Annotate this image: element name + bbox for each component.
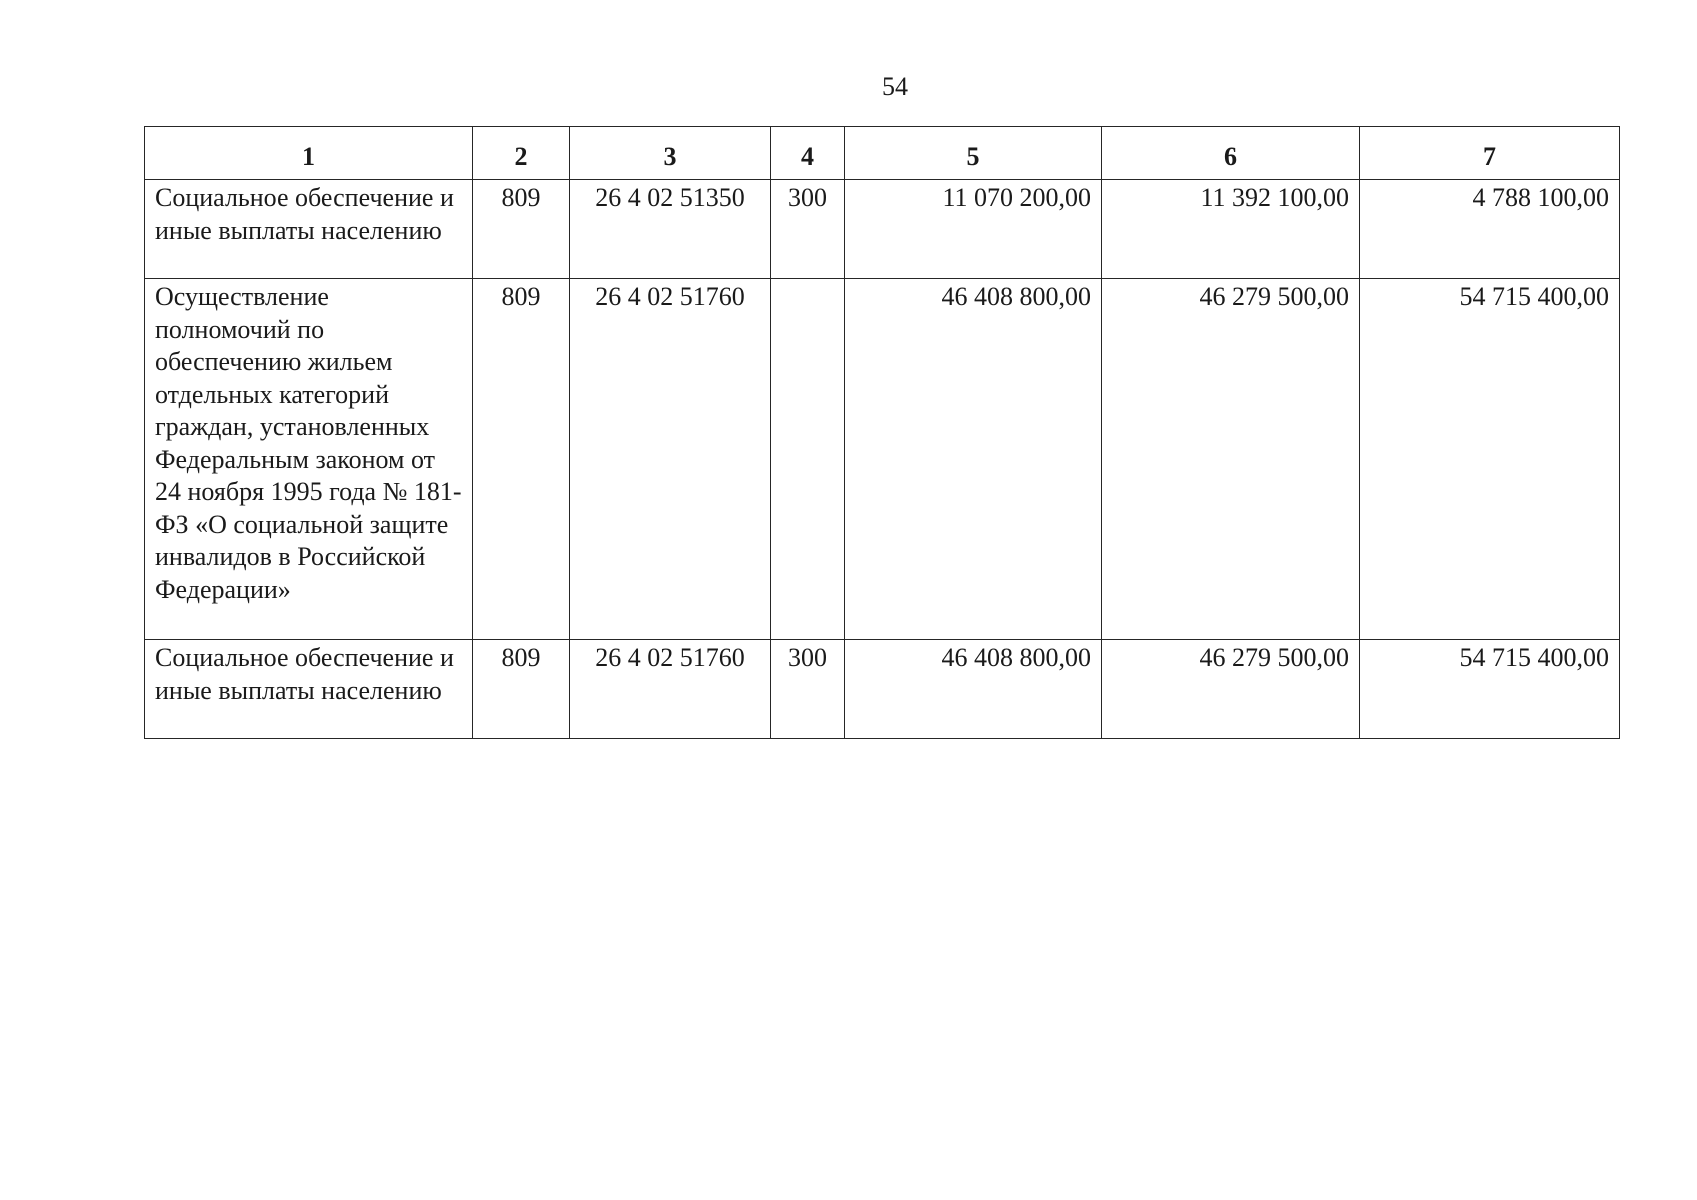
column-header-5: 5 xyxy=(845,127,1102,180)
amount-2-cell: 46 279 500,00 xyxy=(1102,279,1360,640)
target-article-cell: 26 4 02 51760 xyxy=(570,279,771,640)
ministry-code-cell: 809 xyxy=(473,279,570,640)
target-article-cell: 26 4 02 51760 xyxy=(570,640,771,739)
column-header-2: 2 xyxy=(473,127,570,180)
table-row xyxy=(145,640,1620,739)
amount-3-cell: 54 715 400,00 xyxy=(1360,640,1620,739)
amount-2-cell: 11 392 100,00 xyxy=(1102,180,1360,279)
page-number: 54 xyxy=(882,72,908,101)
column-header-1: 1 xyxy=(145,127,473,180)
ministry-code-cell: 809 xyxy=(473,180,570,279)
row-name-cell: Социальное обеспечение и иные выплаты населению xyxy=(145,180,473,279)
column-header-7: 7 xyxy=(1360,127,1620,180)
header-row xyxy=(145,127,1620,180)
amount-2-cell: 46 279 500,00 xyxy=(1102,640,1360,739)
amount-1-cell: 46 408 800,00 xyxy=(845,279,1102,640)
target-article-cell: 26 4 02 51350 xyxy=(570,180,771,279)
row-name-cell: Социальное обеспечение и иные выплаты населению xyxy=(145,640,473,739)
expense-type-cell: 300 xyxy=(771,180,845,279)
column-header-3: 3 xyxy=(570,127,771,180)
column-header-6: 6 xyxy=(1102,127,1360,180)
amount-1-cell: 11 070 200,00 xyxy=(845,180,1102,279)
column-header-4: 4 xyxy=(771,127,845,180)
table-row xyxy=(145,180,1620,279)
amount-3-cell: 54 715 400,00 xyxy=(1360,279,1620,640)
budget-table xyxy=(144,126,1620,739)
expense-type-cell: 300 xyxy=(771,640,845,739)
table-row xyxy=(145,279,1620,640)
ministry-code-cell: 809 xyxy=(473,640,570,739)
row-name-cell: Осуществление полномочий по обеспечению жильем отдельных категорий граждан, установленных Федеральным законом от 24 ноября 1995 года № 181-ФЗ «О социальной защите инвалидов в Российской Федерации» xyxy=(145,279,473,640)
expense-type-cell xyxy=(771,279,845,640)
amount-3-cell: 4 788 100,00 xyxy=(1360,180,1620,279)
amount-1-cell: 46 408 800,00 xyxy=(845,640,1102,739)
